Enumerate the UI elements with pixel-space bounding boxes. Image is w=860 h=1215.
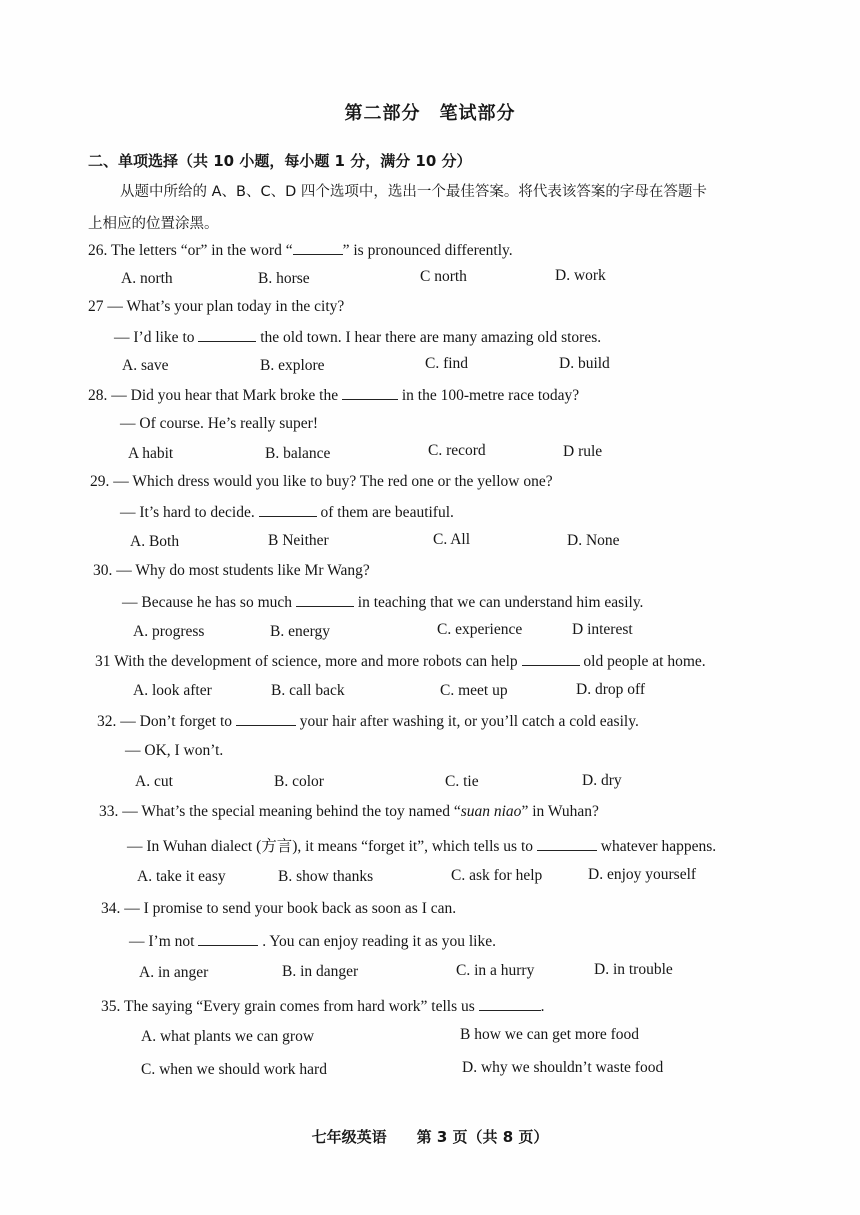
section-instruction-line-1: 从题中所给的 A、B、C、D 四个选项中，选出一个最佳答案。将代表该答案的字母在答题卡 bbox=[120, 184, 707, 200]
answer-blank bbox=[522, 651, 580, 666]
question-29-stem bbox=[90, 473, 553, 491]
question-27-option-a: A. save bbox=[122, 357, 169, 374]
question-26-stem bbox=[88, 240, 513, 260]
question-text: The saying “Every grain comes from hard work” tells us bbox=[123, 998, 479, 1015]
answer-blank bbox=[236, 711, 296, 726]
question-33-option-b: B. show thanks bbox=[278, 868, 374, 885]
question-number: 34. bbox=[101, 900, 121, 917]
part-title: 第二部分 笔试部分 bbox=[344, 103, 516, 124]
question-number: 26. bbox=[88, 242, 108, 259]
question-31-option-d: D. drop off bbox=[576, 681, 646, 698]
question-number: 31 bbox=[95, 653, 111, 670]
question-29-option-a: A. Both bbox=[130, 533, 180, 550]
question-32-stem bbox=[97, 711, 639, 731]
question-32-option-b: B. color bbox=[274, 773, 324, 790]
question-30-option-c: C. experience bbox=[437, 621, 523, 638]
question-text: ” is pronounced differently. bbox=[342, 242, 513, 259]
question-30-stem bbox=[93, 562, 370, 580]
question-number: 33. bbox=[99, 803, 119, 820]
question-text: — Did you hear that Mark broke the bbox=[111, 387, 342, 404]
answer-blank bbox=[296, 592, 354, 607]
question-28-option-c: C. record bbox=[428, 442, 486, 459]
question-29-dialogue bbox=[120, 502, 454, 522]
question-30-option-b: B. energy bbox=[270, 623, 330, 640]
question-number: 32. bbox=[97, 713, 117, 730]
answer-blank bbox=[293, 240, 343, 255]
question-28-dialogue: — Of course. He’s really super! bbox=[120, 415, 318, 432]
question-27-option-b: B. explore bbox=[260, 357, 325, 374]
question-28-option-d: D rule bbox=[563, 443, 603, 460]
question-29-option-d: D. None bbox=[567, 532, 620, 549]
question-28-option-a: A habit bbox=[128, 445, 174, 462]
question-32-option-a: A. cut bbox=[135, 773, 173, 790]
question-31-stem bbox=[95, 651, 706, 671]
question-32-option-d: D. dry bbox=[582, 772, 622, 789]
question-text: — What’s the special meaning behind the toy named “ bbox=[122, 803, 461, 820]
question-text: — In Wuhan dialect (方言), it means “forget it”, which tells us to bbox=[127, 838, 537, 855]
answer-blank bbox=[259, 502, 317, 517]
question-35-option-a: A. what plants we can grow bbox=[141, 1028, 315, 1045]
question-35-option-d: D. why we shouldn’t waste food bbox=[462, 1059, 664, 1076]
question-text: . You can enjoy reading it as you like. bbox=[258, 933, 496, 950]
question-number: 30. bbox=[93, 562, 113, 579]
question-29-option-b: B Neither bbox=[268, 532, 329, 549]
question-31-option-c: C. meet up bbox=[440, 682, 508, 699]
question-26-option-d: D. work bbox=[555, 267, 606, 284]
question-30-dialogue bbox=[122, 592, 643, 612]
question-28-stem bbox=[88, 385, 579, 405]
question-27-option-c: C. find bbox=[425, 355, 469, 372]
question-33-dialogue bbox=[127, 834, 716, 856]
question-35-option-c: C. when we should work hard bbox=[141, 1061, 327, 1078]
question-30-option-a: A. progress bbox=[133, 623, 205, 640]
question-text: — I’m not bbox=[129, 933, 199, 950]
question-30-option-d: D interest bbox=[572, 621, 633, 638]
answer-blank bbox=[537, 836, 597, 851]
section-instruction-line-2: 上相应的位置涂黑。 bbox=[88, 216, 219, 232]
question-33-option-a: A. take it easy bbox=[137, 868, 226, 885]
question-text: . bbox=[540, 998, 545, 1015]
answer-blank bbox=[198, 327, 256, 342]
question-26-option-b: B. horse bbox=[258, 270, 310, 287]
question-text: in the 100-metre race today? bbox=[397, 387, 580, 404]
question-35-option-b: B how we can get more food bbox=[460, 1026, 640, 1043]
question-text: — It’s hard to decide. bbox=[120, 504, 259, 521]
question-35-stem bbox=[101, 996, 545, 1016]
question-text: — Which dress would you like to buy? The red one or the yellow one? bbox=[113, 473, 553, 490]
question-32-option-c: C. tie bbox=[445, 773, 479, 790]
question-text: — What’s your plan today in the city? bbox=[107, 298, 345, 315]
question-34-option-a: A. in anger bbox=[139, 964, 209, 981]
page-footer: 七年级英语 第 3 页（共 8 页） bbox=[311, 1128, 549, 1146]
question-26-option-c: C north bbox=[420, 268, 467, 285]
question-29-option-c: C. All bbox=[433, 531, 471, 548]
answer-blank bbox=[479, 996, 541, 1011]
question-26-option-a: A. north bbox=[121, 270, 173, 287]
question-text: — I’d like to bbox=[114, 329, 199, 346]
question-33-option-c: C. ask for help bbox=[451, 867, 543, 884]
question-33-option-d: D. enjoy yourself bbox=[588, 866, 697, 883]
question-27-dialogue bbox=[114, 327, 601, 347]
question-text: ” in Wuhan? bbox=[521, 803, 599, 820]
question-number: 35. bbox=[101, 998, 121, 1015]
question-number: 28. bbox=[88, 387, 108, 404]
question-32-dialogue: — OK, I won’t. bbox=[125, 742, 224, 759]
question-number: 27 bbox=[88, 298, 104, 315]
question-number: 29. bbox=[90, 473, 110, 490]
question-text: With the development of science, more and more robots can help bbox=[114, 653, 522, 670]
section-heading: 二、单项选择（共 10 小题，每小题 1 分，满分 10 分） bbox=[88, 152, 472, 170]
answer-blank bbox=[342, 385, 398, 400]
question-34-option-d: D. in trouble bbox=[594, 961, 673, 978]
question-text: old people at home. bbox=[579, 653, 706, 670]
question-text: — Don’t forget to bbox=[120, 713, 236, 730]
question-text: — Why do most students like Mr Wang? bbox=[116, 562, 370, 579]
question-34-option-b: B. in danger bbox=[282, 963, 359, 980]
question-31-option-b: B. call back bbox=[271, 682, 345, 699]
question-text: whatever happens. bbox=[596, 838, 717, 855]
question-text: of them are beautiful. bbox=[316, 504, 454, 521]
question-text: — Because he has so much bbox=[122, 594, 296, 611]
question-text: in teaching that we can understand him easily. bbox=[353, 594, 644, 611]
question-text: the old town. I hear there are many amazing old stores. bbox=[256, 329, 602, 346]
question-27-stem bbox=[88, 298, 344, 316]
answer-blank bbox=[198, 931, 258, 946]
question-34-dialogue bbox=[129, 931, 496, 951]
question-34-stem bbox=[101, 900, 456, 918]
question-text: your hair after washing it, or you’ll catch a cold easily. bbox=[295, 713, 639, 730]
question-27-option-d: D. build bbox=[559, 355, 610, 372]
toy-name: suan niao bbox=[460, 803, 522, 820]
question-text: — I promise to send your book back as soon as I can. bbox=[124, 900, 457, 917]
question-text: The letters “or” in the word “ bbox=[110, 242, 293, 259]
question-33-stem bbox=[99, 803, 599, 821]
question-31-option-a: A. look after bbox=[133, 682, 212, 699]
question-28-option-b: B. balance bbox=[265, 445, 331, 462]
question-34-option-c: C. in a hurry bbox=[456, 962, 535, 979]
